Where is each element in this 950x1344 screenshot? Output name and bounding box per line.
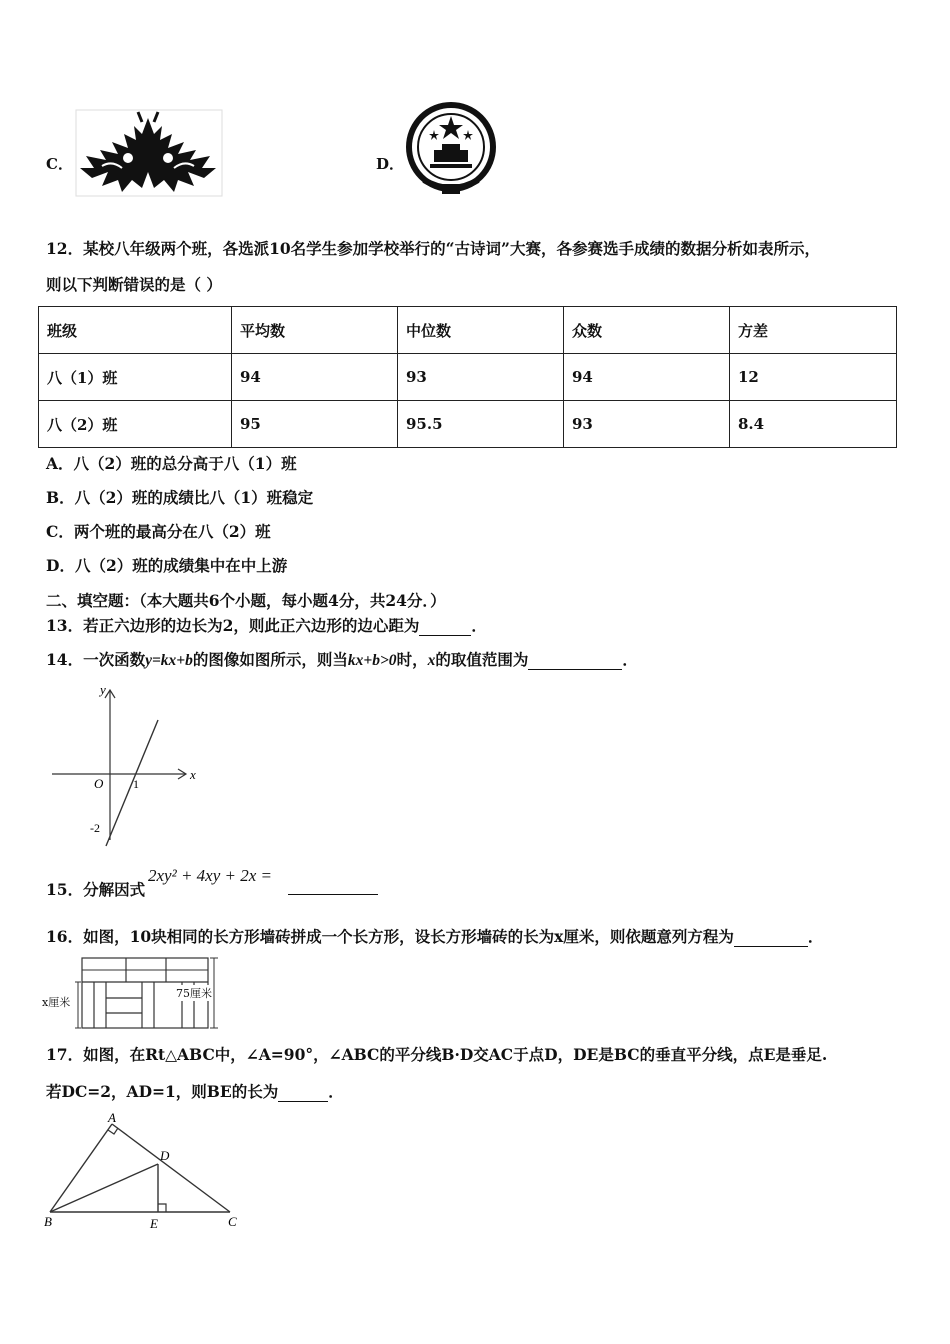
q14-suffix: 的取值范围为 <box>435 650 529 669</box>
graph-origin-label: O <box>94 776 104 791</box>
table-cell: 8.4 <box>730 401 897 448</box>
q14-prefix: 14．一次函数 <box>46 650 146 669</box>
q14-function: y=kx+b <box>145 652 193 669</box>
q14-variable: x <box>427 652 436 669</box>
q15-expression: 2xy² + 4xy + 2x = <box>148 866 272 885</box>
q12-stem-line2: 则以下判断错误的是（ ） <box>46 275 222 294</box>
table-row <box>39 401 897 448</box>
q12-option-c: C．两个班的最高分在八（2）班 <box>46 522 271 541</box>
q15-prefix: 15．分解因式 <box>46 880 146 899</box>
table-cell: 93 <box>398 354 564 401</box>
table-row <box>39 354 897 401</box>
q17-line2 <box>46 1080 344 1102</box>
q17-answer-blank <box>278 1082 328 1102</box>
q17-stem: 若DC=2，AD=1，则BE的长为 <box>46 1082 279 1101</box>
q14-end: ． <box>622 650 638 669</box>
q13-end: ． <box>471 616 487 635</box>
q17-triangle-figure <box>40 1112 246 1232</box>
q12-option-b: B．八（2）班的成绩比八（1）班稳定 <box>46 488 314 507</box>
graph-y-intercept-label: -2 <box>90 821 100 835</box>
q16-end: ． <box>807 927 824 946</box>
header-median: 中位数 <box>398 307 564 354</box>
q13-text <box>46 614 487 636</box>
graph-x-label: x <box>190 767 196 782</box>
header-mode: 众数 <box>564 307 730 354</box>
table-cell: 93 <box>564 401 730 448</box>
option-c-label: C． <box>46 155 73 173</box>
q16-answer-blank <box>734 927 808 947</box>
q14-mid: 的图像如图所示，则当 <box>192 650 348 669</box>
header-class: 班级 <box>39 307 232 354</box>
vertex-b-label: B <box>44 1214 52 1229</box>
section2-heading: 二、填空题：（本大题共6个小题，每小题4分，共24分．） <box>46 591 446 610</box>
table-cell: 95.5 <box>398 401 564 448</box>
vertex-c-label: C <box>228 1214 237 1229</box>
q14-graph <box>48 680 208 850</box>
q12-option-d: D．八（2）班的成绩集中在中上游 <box>46 556 288 575</box>
q16-right-dimension-label: 75厘米 <box>176 987 212 1000</box>
q16-text <box>46 925 823 947</box>
table-cell: 八（1）班 <box>39 354 232 401</box>
q14-text <box>46 648 638 670</box>
q13-stem: 13．若正六边形的边长为2，则此正六边形的边心距为 <box>46 616 420 635</box>
table-cell: 94 <box>564 354 730 401</box>
option-c-image <box>72 108 224 198</box>
table-header-row <box>39 307 897 354</box>
q14-answer-blank <box>528 650 622 670</box>
q17-line1: 17．如图，在Rt△ABC中，∠A=90°，∠ABC的平分线B·D交AC于点D，DE是BC的垂直平分线，点E是垂足. <box>46 1045 828 1064</box>
q12-data-table <box>38 306 897 448</box>
q12-option-a: A．八（2）班的总分高于八（1）班 <box>46 454 297 473</box>
table-cell: 94 <box>232 354 398 401</box>
table-cell: 八（2）班 <box>39 401 232 448</box>
q17-end: ． <box>328 1082 344 1101</box>
vertex-a-label: A <box>108 1112 116 1125</box>
q16-left-dimension-label: x厘米 <box>42 996 71 1009</box>
point-d-label: D <box>160 1148 170 1163</box>
q15-answer-blank <box>288 878 378 895</box>
q16-stem: 16．如图，10块相同的长方形墙砖拼成一个长方形，设长方形墙砖的长为x厘米，则依题意列方程为 <box>46 927 734 946</box>
graph-y-label: y <box>100 682 106 697</box>
header-variance: 方差 <box>730 307 897 354</box>
graph-x-intercept-label: 1 <box>133 777 139 791</box>
table-cell: 95 <box>232 401 398 448</box>
q12-stem-line1: 12．某校八年级两个班，各选派10名学生参加学校举行的“古诗词”大赛，各参赛选手成绩的数据分析如表所示， <box>46 239 820 258</box>
option-d-emblem-image <box>404 100 498 198</box>
q13-answer-blank <box>419 616 471 636</box>
option-d-label: D． <box>376 155 405 173</box>
q14-condition: kx+b>0 <box>347 652 397 669</box>
table-cell: 12 <box>730 354 897 401</box>
q14-mid2: 时， <box>396 650 428 669</box>
point-e-label: E <box>150 1216 158 1231</box>
header-mean: 平均数 <box>232 307 398 354</box>
